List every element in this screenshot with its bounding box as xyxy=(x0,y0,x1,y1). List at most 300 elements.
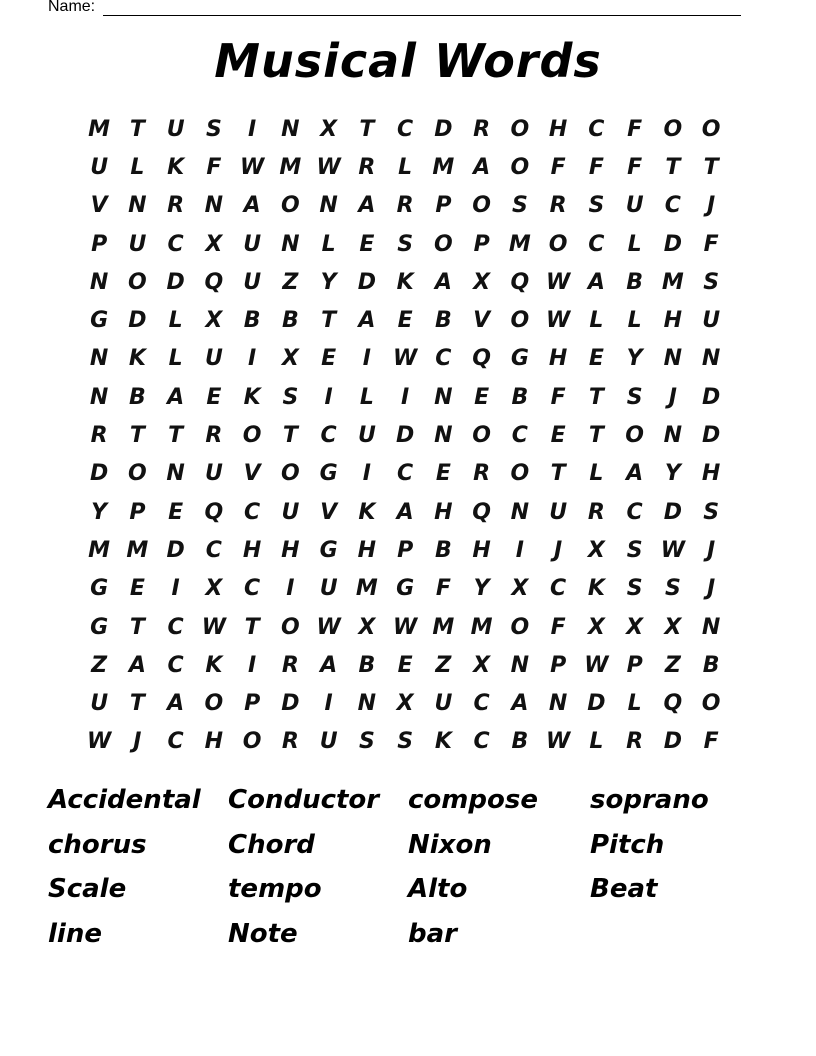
name-label: Name: xyxy=(48,0,96,15)
grid-letter: X xyxy=(281,346,299,372)
grid-letter: N xyxy=(357,691,377,717)
grid-letter: G xyxy=(510,346,529,372)
grid-letter: O xyxy=(128,461,147,487)
grid-letter: U xyxy=(90,154,109,180)
word-list-item: line xyxy=(48,918,102,949)
grid-letter: X xyxy=(587,537,605,563)
grid-letter: W xyxy=(545,269,571,295)
grid-letter: A xyxy=(167,384,185,410)
grid-letter: S xyxy=(703,499,720,525)
grid-letter: S xyxy=(664,576,681,602)
grid-letter: A xyxy=(358,193,376,219)
grid-letter: S xyxy=(703,269,720,295)
grid-letter: X xyxy=(205,576,223,602)
grid-letter: Q xyxy=(663,691,683,717)
grid-letter: H xyxy=(281,537,300,563)
grid-letter: X xyxy=(473,652,491,678)
grid-letter: N xyxy=(281,116,300,142)
grid-letter: M xyxy=(355,576,378,602)
grid-letter: R xyxy=(90,423,108,449)
grid-letter: P xyxy=(435,193,452,219)
grid-letter: T xyxy=(703,154,719,180)
grid-letter: I xyxy=(286,576,295,602)
grid-letter: E xyxy=(168,499,184,525)
grid-letter: R xyxy=(358,154,376,180)
grid-letter: O xyxy=(281,193,300,219)
grid-letter: I xyxy=(248,652,257,678)
grid-letter: C xyxy=(397,116,414,142)
grid-letter: C xyxy=(167,652,184,678)
grid-letter: M xyxy=(508,231,531,257)
grid-letter: N xyxy=(128,193,147,219)
grid-letter: N xyxy=(319,193,338,219)
grid-letter: C xyxy=(473,691,490,717)
grid-letter: B xyxy=(243,308,261,334)
grid-letter: N xyxy=(701,346,721,372)
grid-letter: X xyxy=(473,269,491,295)
grid-letter: C xyxy=(588,116,605,142)
grid-letter: V xyxy=(320,499,338,525)
grid-letter: U xyxy=(281,499,300,525)
grid-letter: A xyxy=(167,691,185,717)
grid-letter: R xyxy=(205,423,223,449)
page-title: Musical Words xyxy=(214,34,602,88)
grid-letter: H xyxy=(357,537,377,563)
grid-letter: K xyxy=(396,269,414,295)
grid-letter: M xyxy=(126,537,149,563)
grid-letter: R xyxy=(281,652,299,678)
grid-letter: U xyxy=(625,193,644,219)
word-list-item: Conductor xyxy=(228,785,380,815)
grid-letter: C xyxy=(397,461,414,487)
grid-letter: F xyxy=(627,154,643,180)
grid-letter: C xyxy=(244,576,261,602)
grid-letter: Y xyxy=(664,461,681,487)
grid-letter: A xyxy=(587,269,605,295)
grid-letter: P xyxy=(473,231,490,257)
grid-letter: N xyxy=(548,691,568,717)
grid-letter: E xyxy=(550,423,566,449)
grid-letter: W xyxy=(316,614,341,640)
grid-letter: Q xyxy=(204,499,224,525)
grid-letter: W xyxy=(584,652,609,678)
grid-letter: I xyxy=(324,691,333,717)
grid-letter: N xyxy=(510,652,530,678)
grid-letter: O xyxy=(242,729,262,755)
grid-letter: L xyxy=(168,308,183,334)
word-list-item: tempo xyxy=(228,874,322,904)
grid-letter: B xyxy=(702,652,720,678)
grid-letter: I xyxy=(248,116,257,142)
grid-letter: Z xyxy=(282,269,299,295)
grid-letter: A xyxy=(473,154,491,180)
grid-letter: C xyxy=(167,729,184,755)
grid-letter: U xyxy=(204,461,223,487)
grid-letter: H xyxy=(434,499,453,525)
grid-letter: T xyxy=(588,384,604,410)
grid-letter: J xyxy=(707,576,716,602)
grid-letter: C xyxy=(244,499,261,525)
grid-letter: D xyxy=(434,116,453,142)
grid-letter: E xyxy=(397,308,413,334)
grid-letter: M xyxy=(88,537,111,563)
grid-letter: G xyxy=(90,614,109,640)
grid-letter: O xyxy=(510,116,530,142)
grid-letter: N xyxy=(434,423,453,449)
grid-letter: A xyxy=(128,652,146,678)
grid-letter: U xyxy=(319,576,338,602)
grid-letter: D xyxy=(357,269,376,295)
grid-letter: W xyxy=(86,729,112,755)
word-list-item: Chord xyxy=(228,829,315,860)
grid-letter: X xyxy=(626,614,644,640)
grid-letter: S xyxy=(511,193,528,219)
grid-letter: U xyxy=(204,346,223,372)
grid-letter: W xyxy=(392,614,418,640)
grid-letter: T xyxy=(129,423,145,449)
grid-letter: S xyxy=(588,193,605,219)
grid-letter: X xyxy=(205,231,223,257)
grid-letter: X xyxy=(511,576,529,602)
grid-letter: H xyxy=(701,461,721,487)
grid-letter: B xyxy=(626,269,644,295)
grid-letter: Q xyxy=(204,269,224,295)
grid-letter: R xyxy=(396,193,414,219)
grid-letter: F xyxy=(550,154,566,180)
word-list-item: Alto xyxy=(408,874,468,904)
grid-letter: F xyxy=(550,614,566,640)
grid-letter: E xyxy=(588,346,604,372)
word-list-item: compose xyxy=(408,785,538,815)
grid-letter: Y xyxy=(473,576,490,602)
word-list xyxy=(48,778,770,956)
grid-letter: T xyxy=(168,423,184,449)
grid-letter: O xyxy=(701,116,721,142)
grid-letter: B xyxy=(434,308,452,334)
grid-letter: N xyxy=(89,384,109,410)
grid-letter: B xyxy=(434,537,452,563)
grid-letter: D xyxy=(281,691,300,717)
grid-letter: N xyxy=(663,346,683,372)
grid-letter: K xyxy=(205,652,223,678)
grid-letter: L xyxy=(168,346,183,372)
grid-letter: R xyxy=(281,729,299,755)
grid-letter: W xyxy=(239,154,265,180)
grid-letter: T xyxy=(359,116,375,142)
grid-letter: O xyxy=(548,231,568,257)
grid-letter: U xyxy=(243,269,262,295)
grid-letter: A xyxy=(511,691,529,717)
grid-letter: M xyxy=(661,269,684,295)
grid-letter: V xyxy=(473,308,491,334)
grid-letter: L xyxy=(321,231,336,257)
grid-letter: O xyxy=(510,308,530,334)
grid-letter: O xyxy=(510,614,530,640)
grid-letter: X xyxy=(587,614,605,640)
grid-letter: C xyxy=(473,729,490,755)
grid-letter: B xyxy=(358,652,376,678)
grid-letter: W xyxy=(545,729,571,755)
grid-letter: S xyxy=(397,729,414,755)
grid-letter: J xyxy=(554,537,563,563)
grid-letter: P xyxy=(91,231,108,257)
grid-letter: S xyxy=(626,576,643,602)
word-list-item: chorus xyxy=(48,829,147,860)
grid-letter: L xyxy=(627,308,642,334)
grid-letter: C xyxy=(435,346,452,372)
grid-letter: F xyxy=(435,576,451,602)
grid-letter: C xyxy=(626,499,643,525)
word-list-item: Accidental xyxy=(48,785,201,815)
grid-letter: J xyxy=(133,729,142,755)
grid-letter: G xyxy=(90,576,109,602)
grid-letter: K xyxy=(243,384,261,410)
grid-letter: E xyxy=(474,384,490,410)
grid-letter: R xyxy=(626,729,644,755)
grid-letter: U xyxy=(549,499,568,525)
grid-letter: T xyxy=(244,614,260,640)
grid-letter: K xyxy=(167,154,185,180)
grid-letter: H xyxy=(242,537,262,563)
grid-letter: F xyxy=(703,729,719,755)
grid-letter: E xyxy=(359,231,375,257)
grid-letter: U xyxy=(319,729,338,755)
grid-letter: X xyxy=(358,614,376,640)
grid-letter: D xyxy=(89,461,109,487)
grid-letter: D xyxy=(701,384,721,410)
grid-letter: B xyxy=(128,384,146,410)
grid-letter: F xyxy=(627,116,643,142)
grid-letter: S xyxy=(282,384,299,410)
grid-letter: W xyxy=(545,308,571,334)
grid-letter: Q xyxy=(510,269,530,295)
grid-letter: K xyxy=(434,729,452,755)
grid-letter: X xyxy=(320,116,338,142)
grid-letter: L xyxy=(589,461,604,487)
grid-letter: L xyxy=(359,384,374,410)
grid-letter: G xyxy=(319,461,338,487)
grid-letter: C xyxy=(320,423,337,449)
grid-letter: Y xyxy=(91,499,108,525)
grid-letter: Z xyxy=(435,652,452,678)
grid-letter: O xyxy=(625,423,644,449)
grid-letter: E xyxy=(397,652,413,678)
grid-letter: J xyxy=(668,384,677,410)
grid-letter: C xyxy=(167,614,184,640)
grid-letter: D xyxy=(166,269,185,295)
grid-letter: O xyxy=(281,461,300,487)
grid-letter: T xyxy=(665,154,681,180)
grid-letter: U xyxy=(702,308,721,334)
grid-letter: M xyxy=(470,614,493,640)
grid-letter: M xyxy=(432,154,455,180)
grid-letter: I xyxy=(362,461,371,487)
grid-letter: O xyxy=(281,614,300,640)
grid-letter: R xyxy=(587,499,605,525)
grid-letter: F xyxy=(703,231,719,257)
grid-letter: R xyxy=(473,461,491,487)
grid-letter: B xyxy=(511,384,529,410)
grid-letter: O xyxy=(472,423,491,449)
grid-letter: C xyxy=(511,423,528,449)
grid-letter: U xyxy=(166,116,185,142)
grid-letter: D xyxy=(166,537,185,563)
grid-letter: W xyxy=(316,154,341,180)
word-list-item: Scale xyxy=(48,874,127,904)
grid-letter: F xyxy=(206,154,222,180)
grid-letter: H xyxy=(663,308,683,334)
word-list-item: Note xyxy=(228,918,298,949)
grid-letter: O xyxy=(242,423,262,449)
letter-grid xyxy=(80,110,730,761)
grid-letter: P xyxy=(129,499,146,525)
grid-letter: N xyxy=(663,423,683,449)
grid-letter: D xyxy=(395,423,415,449)
grid-letter: P xyxy=(397,537,414,563)
grid-letter: T xyxy=(129,614,145,640)
grid-letter: I xyxy=(171,576,180,602)
word-list-item: Beat xyxy=(590,874,658,904)
grid-letter: D xyxy=(663,231,682,257)
grid-letter: K xyxy=(358,499,376,525)
grid-letter: X xyxy=(205,308,223,334)
grid-letter: C xyxy=(205,537,222,563)
grid-letter: M xyxy=(279,154,302,180)
word-list-item: Nixon xyxy=(408,829,492,860)
grid-letter: P xyxy=(626,652,643,678)
grid-letter: M xyxy=(88,116,111,142)
grid-letter: N xyxy=(510,499,530,525)
grid-letter: X xyxy=(664,614,682,640)
grid-letter: L xyxy=(627,231,642,257)
grid-letter: L xyxy=(589,308,604,334)
grid-letter: E xyxy=(321,346,337,372)
grid-letter: O xyxy=(510,154,530,180)
grid-letter: T xyxy=(129,691,145,717)
grid-letter: O xyxy=(510,461,530,487)
name-field-line[interactable] xyxy=(103,15,741,16)
grid-letter: C xyxy=(550,576,567,602)
grid-letter: C xyxy=(588,231,605,257)
grid-letter: Y xyxy=(320,269,337,295)
grid-letter: A xyxy=(626,461,644,487)
grid-letter: A xyxy=(243,193,261,219)
grid-letter: J xyxy=(707,537,716,563)
grid-letter: D xyxy=(128,308,147,334)
grid-letter: A xyxy=(396,499,414,525)
grid-letter: I xyxy=(324,384,333,410)
grid-letter: H xyxy=(548,346,568,372)
grid-letter: V xyxy=(243,461,261,487)
grid-letter: U xyxy=(357,423,376,449)
grid-letter: I xyxy=(401,384,410,410)
grid-letter: O xyxy=(434,231,453,257)
grid-letter: S xyxy=(397,231,414,257)
grid-letter: R xyxy=(167,193,185,219)
grid-letter: N xyxy=(89,269,109,295)
grid-letter: A xyxy=(434,269,452,295)
grid-letter: P xyxy=(244,691,261,717)
grid-letter: D xyxy=(663,499,682,525)
grid-letter: S xyxy=(205,116,222,142)
grid-letter: M xyxy=(432,614,455,640)
grid-letter: H xyxy=(204,729,224,755)
grid-letter: E xyxy=(129,576,145,602)
grid-letter: D xyxy=(663,729,682,755)
grid-letter: G xyxy=(319,537,338,563)
grid-letter: T xyxy=(321,308,337,334)
grid-letter: N xyxy=(281,231,300,257)
grid-letter: X xyxy=(396,691,414,717)
grid-letter: R xyxy=(549,193,567,219)
grid-letter: F xyxy=(588,154,604,180)
grid-letter: Z xyxy=(664,652,681,678)
grid-letter: N xyxy=(701,614,721,640)
grid-letter: I xyxy=(515,537,524,563)
grid-letter: Q xyxy=(472,346,491,372)
grid-letter: S xyxy=(358,729,375,755)
grid-letter: O xyxy=(663,116,683,142)
grid-letter: D xyxy=(587,691,606,717)
grid-letter: R xyxy=(473,116,491,142)
grid-letter: N xyxy=(166,461,185,487)
grid-letter: D xyxy=(701,423,721,449)
grid-letter: B xyxy=(511,729,529,755)
grid-letter: L xyxy=(589,729,604,755)
grid-letter: H xyxy=(548,116,568,142)
grid-letter: G xyxy=(90,308,109,334)
grid-letter: V xyxy=(90,193,108,219)
grid-letter: O xyxy=(204,691,224,717)
grid-letter: F xyxy=(550,384,566,410)
grid-letter: N xyxy=(434,384,453,410)
grid-letter: W xyxy=(660,537,686,563)
grid-letter: K xyxy=(587,576,605,602)
grid-letter: C xyxy=(664,193,681,219)
grid-letter: Y xyxy=(626,346,643,372)
grid-letter: S xyxy=(626,537,643,563)
grid-letter: H xyxy=(472,537,491,563)
grid-letter: T xyxy=(129,116,145,142)
grid-letter: T xyxy=(550,461,566,487)
grid-letter: N xyxy=(204,193,224,219)
grid-letter: N xyxy=(89,346,109,372)
grid-letter: O xyxy=(472,193,491,219)
grid-letter: K xyxy=(128,346,146,372)
grid-letter: L xyxy=(398,154,413,180)
word-list-item: soprano xyxy=(590,785,709,815)
grid-letter: I xyxy=(362,346,371,372)
grid-letter: I xyxy=(248,346,257,372)
grid-letter: U xyxy=(90,691,109,717)
grid-letter: B xyxy=(281,308,299,334)
grid-letter: E xyxy=(206,384,222,410)
grid-letter: W xyxy=(392,346,418,372)
grid-letter: J xyxy=(707,193,716,219)
grid-letter: W xyxy=(201,614,227,640)
grid-letter: T xyxy=(588,423,604,449)
grid-letter: L xyxy=(130,154,145,180)
grid-letter: E xyxy=(435,461,451,487)
grid-letter: C xyxy=(167,231,184,257)
grid-letter: A xyxy=(320,652,338,678)
word-list-item: Pitch xyxy=(590,829,665,860)
grid-letter: L xyxy=(627,691,642,717)
grid-letter: U xyxy=(128,231,147,257)
grid-letter: O xyxy=(128,269,147,295)
grid-letter: A xyxy=(358,308,376,334)
grid-letter: P xyxy=(550,652,567,678)
